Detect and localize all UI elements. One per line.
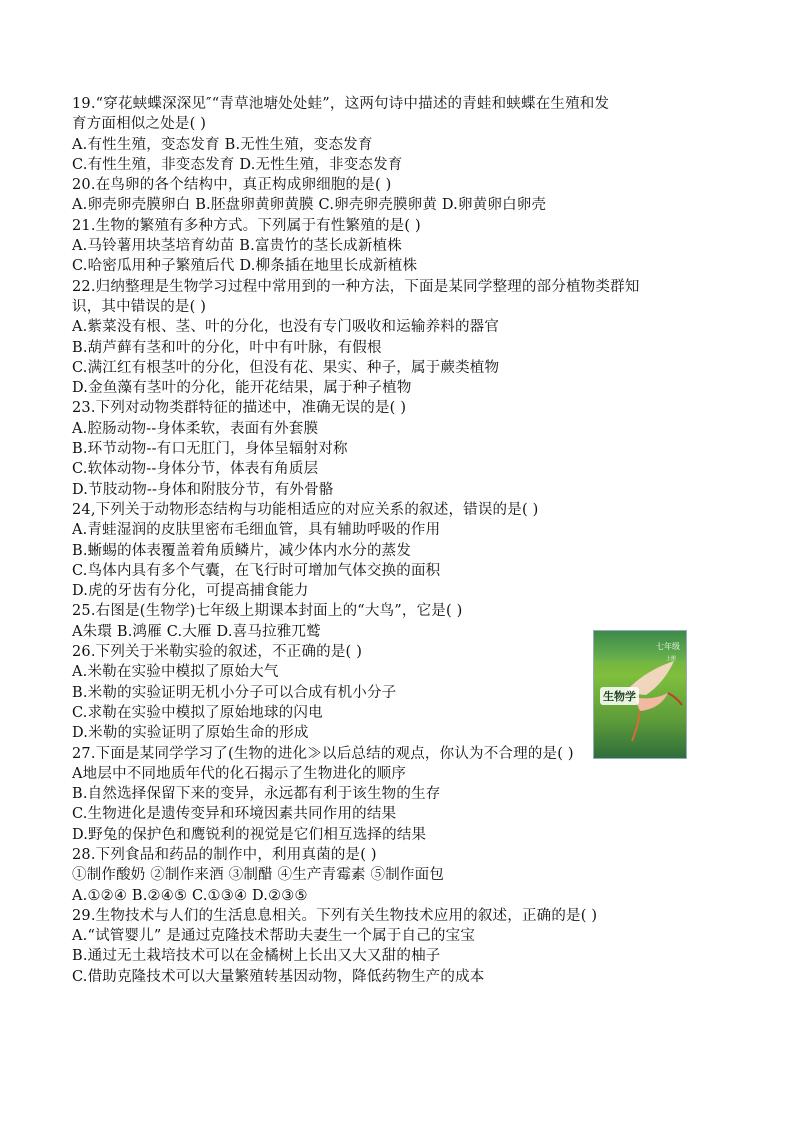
text-line: C.鸟体内具有多个气囊，在飞行时可增加气体交换的面积 [72, 562, 441, 579]
text-line: D.野兔的保护色和鹰锐利的视觉是它们相互选择的结果 [72, 826, 427, 843]
text-line: C.软体动物--身体分节，体表有角质层 [72, 461, 319, 478]
text-line: B.蜥蜴的体表覆盖着角质鳞片，减少体内水分的蒸发 [72, 542, 412, 559]
text-line: B.自然选择保留下来的变异，永远都有利于该生物的生存 [72, 786, 441, 803]
text-line: A.“试管婴儿” 是通过克隆技术帮助夫妻生一个属于自己的宝宝 [72, 928, 476, 945]
text-line: C.哈密瓜用种子繁殖后代 D.柳条插在地里长成新植株 [72, 258, 418, 275]
text-line: D.米勒的实验证明了原始生命的形成 [72, 725, 309, 742]
text-line: B.米勒的实验证明无机小分子可以合成有机小分子 [72, 684, 397, 701]
text-line: A.青蛙湿润的皮肤里密布毛细血管，具有辅助呼吸的作用 [72, 522, 441, 539]
cover-grade-label: 七年级 [656, 642, 680, 651]
text-line: 24,下列关于动物形态结构与功能相适应的对应关系的叙述，错误的是( ) [72, 501, 539, 518]
text-line: 29.生物技术与人们的生活息息相关。下列有关生物技术应用的叙述，正确的是( ) [72, 907, 598, 924]
text-line: 22.归纳整理是生物学习过程中常用到的一种方法，下面是某同学整理的部分植物类群知 [72, 278, 640, 295]
text-line: 21.生物的繁殖有多种方式。下列属于有性繁殖的是( ) [72, 217, 421, 234]
text-line: C.有性生殖，非变态发育 D.无性生殖，非变态发育 [72, 156, 403, 173]
text-line: A地层中不同地质年代的化石揭示了生物进化的顺序 [72, 765, 407, 782]
text-line: D.节肢动物--身体和附肢分节，有外骨骼 [72, 481, 334, 498]
question-text-block [72, 94, 722, 987]
text-line: A.紫菜没有根、茎、叶的分化，也没有专门吸收和运输养料的器官 [72, 319, 500, 336]
text-line: B.葫芦藓有茎和叶的分化，叶中有叶脉，有假根 [72, 339, 382, 356]
textbook-cover-image [593, 630, 687, 759]
text-line: A.有性生殖，变态发育 B.无性生殖，变态发育 [72, 136, 373, 153]
cover-volume-label: 上册 [665, 656, 676, 662]
text-line: 25.右图是(生物学)七年级上期课本封面上的“大鸟”，它是( ) [72, 603, 463, 620]
text-line: 育方面相似之处是( ) [72, 116, 207, 133]
text-line: B.环节动物--有口无肛门，身体呈辐射对称 [72, 441, 348, 458]
text-line: A.马铃薯用块茎培育幼苗 B.富贵竹的茎长成新植株 [72, 238, 402, 255]
text-line: C.借助克隆技术可以大量繁殖转基因动物，降低药物生产的成本 [72, 968, 485, 985]
text-line: A.米勒在实验中模拟了原始大气 [72, 664, 279, 681]
text-line: 识，其中错误的是( ) [72, 298, 207, 315]
text-line: C.生物进化是遗传变异和环境因素共同作用的结果 [72, 806, 397, 823]
text-line: A.腔肠动物--身体柔软，表面有外套膜 [72, 420, 319, 437]
text-line: 28.下列食品和药品的制作中，利用真菌的是( ) [72, 846, 377, 863]
text-line: A.卵壳卵壳膜卵白 B.胚盘卵黄卵黄膜 C.卵壳卵壳膜卵黄 D.卵黄卵白卵壳 [72, 197, 547, 214]
text-line: 27.下面是某同学学习了(生物的进化≫以后总结的观点，你认为不合理的是( ) [72, 745, 574, 762]
text-line: 19.“穿花蛱蝶深深见″“青草池塘处处蛙”，这两句诗中描述的青蛙和蛱蝶在生殖和发 [72, 96, 610, 112]
text-line: C.求勒在实验中模拟了原始地球的闪电 [72, 704, 323, 721]
text-line: 26.下列关于米勒实验的叙述，不正确的是( ) [72, 644, 363, 661]
text-line: 23.下列对动物类群特征的描述中，准确无误的是( ) [72, 400, 407, 417]
text-line: B.通过无土栽培技术可以在金橘树上长出又大又甜的柚子 [72, 948, 441, 965]
text-line: D.虎的牙齿有分化，可提高捕食能力 [72, 583, 309, 600]
text-line: D.金鱼藻有茎叶的分化，能开花结果，属于种子植物 [72, 380, 412, 397]
text-line: C.满江红有根茎叶的分化，但没有花、果实、种子，属于蕨类植物 [72, 359, 500, 376]
text-line: A.①②④ B.②④⑤ C.①③④ D.②③⑤ [72, 887, 308, 904]
text-line: ①制作酸奶 ②制作来酒 ③制醋 ④生产青霉素 ⑤制作面包 [72, 867, 445, 884]
text-line: 20.在鸟卵的各个结构中，真正构成卵细胞的是( ) [72, 177, 392, 194]
text-line: A朱環 B.鸿雁 C.大雁 D.喜马拉雅兀鹫 [72, 623, 321, 640]
cover-title: 生物学 [600, 687, 639, 705]
